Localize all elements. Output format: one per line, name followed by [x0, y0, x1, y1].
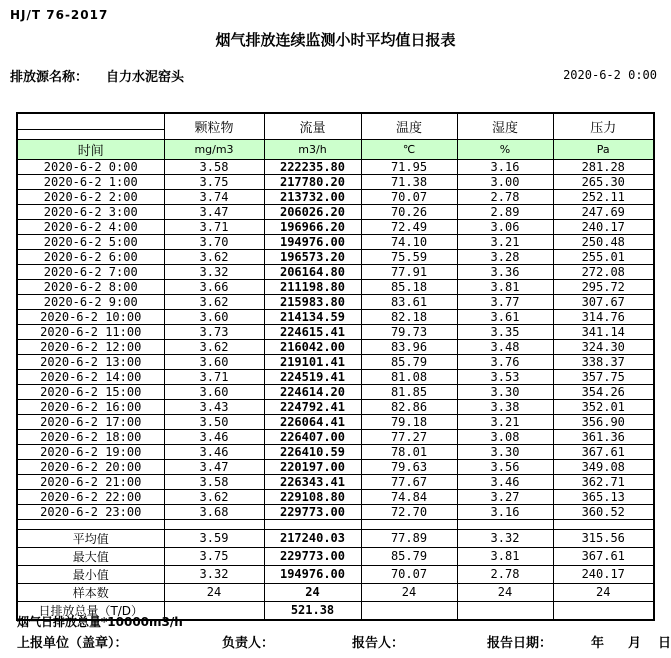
- value-cell: 3.32: [164, 264, 264, 279]
- value-cell: 3.27: [457, 489, 553, 504]
- value-cell: 82.86: [361, 399, 457, 414]
- value-cell: 356.90: [553, 414, 654, 429]
- value-cell: 314.76: [553, 309, 654, 324]
- value-cell: 70.26: [361, 204, 457, 219]
- table-row: [17, 264, 654, 279]
- value-cell: 224792.41: [264, 399, 361, 414]
- table-row: [17, 474, 654, 489]
- value-cell: 3.06: [457, 219, 553, 234]
- value-cell: 341.14: [553, 324, 654, 339]
- value-cell: 354.26: [553, 384, 654, 399]
- value-cell: 24: [264, 583, 361, 601]
- table-row: [17, 294, 654, 309]
- report-table-summary: [17, 529, 654, 620]
- value-cell: 240.17: [553, 565, 654, 583]
- value-cell: 83.96: [361, 339, 457, 354]
- value-cell: 220197.00: [264, 459, 361, 474]
- value-cell: 3.60: [164, 354, 264, 369]
- responsible-person-label: 负责人：: [222, 636, 275, 651]
- unit-humidity: %: [457, 139, 553, 159]
- value-cell: 75.59: [361, 249, 457, 264]
- table-row: [17, 234, 654, 249]
- value-cell: 211198.80: [264, 279, 361, 294]
- value-cell: 3.00: [457, 174, 553, 189]
- emission-source-label: 排放源名称：: [10, 70, 89, 85]
- value-cell: 3.81: [457, 547, 553, 565]
- value-cell: 79.73: [361, 324, 457, 339]
- report-datetime: 2020-6-2 0:00: [563, 68, 657, 82]
- value-cell: 3.46: [457, 474, 553, 489]
- value-cell: 240.17: [553, 219, 654, 234]
- value-cell: 24: [361, 583, 457, 601]
- value-cell: 81.85: [361, 384, 457, 399]
- value-cell: 3.32: [164, 565, 264, 583]
- value-cell: 82.18: [361, 309, 457, 324]
- value-cell: 214134.59: [264, 309, 361, 324]
- value-cell: 216042.00: [264, 339, 361, 354]
- summary-row: [17, 529, 654, 547]
- value-cell: 83.61: [361, 294, 457, 309]
- time-cell: 2020-6-2 13:00: [17, 354, 164, 369]
- value-cell: 3.58: [164, 474, 264, 489]
- value-cell: 77.27: [361, 429, 457, 444]
- value-cell: 3.36: [457, 264, 553, 279]
- table-row: [17, 369, 654, 384]
- value-cell: 217780.20: [264, 174, 361, 189]
- value-cell: 74.84: [361, 489, 457, 504]
- table-row: [17, 159, 654, 174]
- value-cell: 352.01: [553, 399, 654, 414]
- value-cell: 81.08: [361, 369, 457, 384]
- total-emission-note: 烟气日排放总量*10000m3/h: [17, 615, 183, 629]
- value-cell: 224615.41: [264, 324, 361, 339]
- report-table: [16, 112, 655, 621]
- value-cell: 357.75: [553, 369, 654, 384]
- summary-label-cell: 日排放总量（T/D）: [17, 601, 164, 620]
- value-cell: 3.08: [457, 429, 553, 444]
- summary-label-cell: 最小值: [17, 565, 164, 583]
- value-cell: 3.75: [164, 174, 264, 189]
- value-cell: 217240.03: [264, 529, 361, 547]
- report-date-label: 报告日期：: [487, 636, 553, 651]
- header-empty-cell-2: [17, 129, 164, 139]
- value-cell: 3.16: [457, 159, 553, 174]
- value-cell: 360.52: [553, 504, 654, 519]
- value-cell: 85.79: [361, 547, 457, 565]
- value-cell: 3.73: [164, 324, 264, 339]
- time-cell: 2020-6-2 12:00: [17, 339, 164, 354]
- value-cell: 229108.80: [264, 489, 361, 504]
- report-unit-label: 上报单位（盖章）：: [17, 636, 128, 651]
- value-cell: 85.18: [361, 279, 457, 294]
- column-header-flow: 流量: [264, 113, 361, 139]
- value-cell: 79.18: [361, 414, 457, 429]
- value-cell: 272.08: [553, 264, 654, 279]
- report-table-spacer: [17, 519, 654, 529]
- value-cell: 3.21: [457, 414, 553, 429]
- reporter-label: 报告人：: [352, 636, 405, 651]
- value-cell: 255.01: [553, 249, 654, 264]
- value-cell: 24: [457, 583, 553, 601]
- table-row: [17, 309, 654, 324]
- table-row: [17, 489, 654, 504]
- table-row: [17, 414, 654, 429]
- value-cell: 74.10: [361, 234, 457, 249]
- time-column-header: 时间: [17, 139, 164, 159]
- value-cell: 3.50: [164, 414, 264, 429]
- time-cell: 2020-6-2 18:00: [17, 429, 164, 444]
- table-row: [17, 174, 654, 189]
- value-cell: 324.30: [553, 339, 654, 354]
- value-cell: 367.61: [553, 547, 654, 565]
- value-cell: 72.70: [361, 504, 457, 519]
- value-cell: 362.71: [553, 474, 654, 489]
- value-cell: 361.36: [553, 429, 654, 444]
- time-cell: 2020-6-2 21:00: [17, 474, 164, 489]
- value-cell: 3.30: [457, 444, 553, 459]
- value-cell: 3.35: [457, 324, 553, 339]
- summary-label-cell: 平均值: [17, 529, 164, 547]
- value-cell: 250.48: [553, 234, 654, 249]
- table-row: [17, 399, 654, 414]
- page-title: 烟气排放连续监测小时平均值日报表: [215, 31, 456, 49]
- value-cell: 247.69: [553, 204, 654, 219]
- time-cell: 2020-6-2 4:00: [17, 219, 164, 234]
- value-cell: 206026.20: [264, 204, 361, 219]
- value-cell: 3.59: [164, 529, 264, 547]
- column-header-temperature: 温度: [361, 113, 457, 139]
- year-label: 年: [591, 636, 605, 651]
- standard-code: HJ/T 76-2017: [10, 8, 109, 22]
- time-cell: 2020-6-2 5:00: [17, 234, 164, 249]
- value-cell: 3.47: [164, 204, 264, 219]
- time-cell: 2020-6-2 6:00: [17, 249, 164, 264]
- table-row: [17, 504, 654, 519]
- value-cell: 349.08: [553, 459, 654, 474]
- value-cell: [457, 601, 553, 620]
- value-cell: 229773.00: [264, 504, 361, 519]
- value-cell: 215983.80: [264, 294, 361, 309]
- value-cell: 24: [164, 583, 264, 601]
- value-cell: 281.28: [553, 159, 654, 174]
- value-cell: 3.70: [164, 234, 264, 249]
- value-cell: 78.01: [361, 444, 457, 459]
- table-row: [17, 204, 654, 219]
- value-cell: 295.72: [553, 279, 654, 294]
- value-cell: 3.61: [457, 309, 553, 324]
- value-cell: 2.78: [457, 189, 553, 204]
- emission-source-line: [10, 66, 184, 85]
- value-cell: 196573.20: [264, 249, 361, 264]
- value-cell: [553, 601, 654, 620]
- table-row: [17, 429, 654, 444]
- value-cell: 315.56: [553, 529, 654, 547]
- value-cell: 226407.00: [264, 429, 361, 444]
- value-cell: 3.66: [164, 279, 264, 294]
- value-cell: [361, 601, 457, 620]
- value-cell: 79.63: [361, 459, 457, 474]
- value-cell: 521.38: [264, 601, 361, 620]
- table-row: [17, 444, 654, 459]
- value-cell: 229773.00: [264, 547, 361, 565]
- value-cell: 226410.59: [264, 444, 361, 459]
- time-cell: 2020-6-2 9:00: [17, 294, 164, 309]
- value-cell: 219101.41: [264, 354, 361, 369]
- value-cell: 224614.20: [264, 384, 361, 399]
- value-cell: 3.47: [164, 459, 264, 474]
- time-cell: 2020-6-2 19:00: [17, 444, 164, 459]
- value-cell: 85.79: [361, 354, 457, 369]
- value-cell: 3.62: [164, 294, 264, 309]
- time-cell: 2020-6-2 23:00: [17, 504, 164, 519]
- column-header-humidity: 湿度: [457, 113, 553, 139]
- value-cell: 307.67: [553, 294, 654, 309]
- column-header-pressure: 压力: [553, 113, 654, 139]
- value-cell: 213732.00: [264, 189, 361, 204]
- report-table-head: [17, 113, 654, 159]
- table-row: [17, 249, 654, 264]
- unit-temperature: ℃: [361, 139, 457, 159]
- value-cell: 3.76: [457, 354, 553, 369]
- value-cell: 206164.80: [264, 264, 361, 279]
- table-row: [17, 339, 654, 354]
- value-cell: 3.46: [164, 429, 264, 444]
- value-cell: 222235.80: [264, 159, 361, 174]
- value-cell: 365.13: [553, 489, 654, 504]
- summary-label-cell: 样本数: [17, 583, 164, 601]
- value-cell: 196966.20: [264, 219, 361, 234]
- value-cell: 3.60: [164, 384, 264, 399]
- table-row: [17, 384, 654, 399]
- time-cell: 2020-6-2 1:00: [17, 174, 164, 189]
- value-cell: 3.62: [164, 249, 264, 264]
- table-row: [17, 459, 654, 474]
- value-cell: 3.16: [457, 504, 553, 519]
- value-cell: 3.58: [164, 159, 264, 174]
- value-cell: 3.28: [457, 249, 553, 264]
- value-cell: 265.30: [553, 174, 654, 189]
- value-cell: 2.89: [457, 204, 553, 219]
- unit-pressure: Pa: [553, 139, 654, 159]
- value-cell: 3.48: [457, 339, 553, 354]
- time-cell: 2020-6-2 20:00: [17, 459, 164, 474]
- value-cell: 3.71: [164, 369, 264, 384]
- value-cell: 71.95: [361, 159, 457, 174]
- time-cell: 2020-6-2 2:00: [17, 189, 164, 204]
- value-cell: 367.61: [553, 444, 654, 459]
- value-cell: 3.77: [457, 294, 553, 309]
- time-cell: 2020-6-2 16:00: [17, 399, 164, 414]
- value-cell: 3.38: [457, 399, 553, 414]
- value-cell: 77.67: [361, 474, 457, 489]
- summary-row: [17, 565, 654, 583]
- summary-row: [17, 583, 654, 601]
- value-cell: 70.07: [361, 565, 457, 583]
- summary-label-cell: 最大值: [17, 547, 164, 565]
- table-row: [17, 189, 654, 204]
- value-cell: 3.32: [457, 529, 553, 547]
- value-cell: 72.49: [361, 219, 457, 234]
- value-cell: 77.91: [361, 264, 457, 279]
- header-empty-cell: [17, 113, 164, 129]
- unit-flow: m3/h: [264, 139, 361, 159]
- time-cell: 2020-6-2 11:00: [17, 324, 164, 339]
- value-cell: 3.21: [457, 234, 553, 249]
- value-cell: 3.74: [164, 189, 264, 204]
- time-cell: 2020-6-2 17:00: [17, 414, 164, 429]
- value-cell: 2.78: [457, 565, 553, 583]
- value-cell: 3.62: [164, 339, 264, 354]
- table-row: [17, 279, 654, 294]
- time-cell: 2020-6-2 7:00: [17, 264, 164, 279]
- time-cell: 2020-6-2 15:00: [17, 384, 164, 399]
- table-row: [17, 354, 654, 369]
- spacer-row: [17, 519, 654, 529]
- value-cell: 224519.41: [264, 369, 361, 384]
- value-cell: 194976.00: [264, 565, 361, 583]
- column-header-particulate: 颗粒物: [164, 113, 264, 139]
- unit-particulate: mg/m3: [164, 139, 264, 159]
- time-cell: 2020-6-2 22:00: [17, 489, 164, 504]
- summary-row: [17, 547, 654, 565]
- value-cell: 338.37: [553, 354, 654, 369]
- value-cell: 70.07: [361, 189, 457, 204]
- value-cell: 3.56: [457, 459, 553, 474]
- time-cell: 2020-6-2 10:00: [17, 309, 164, 324]
- time-cell: 2020-6-2 8:00: [17, 279, 164, 294]
- value-cell: 3.62: [164, 489, 264, 504]
- table-row: [17, 324, 654, 339]
- value-cell: 3.60: [164, 309, 264, 324]
- value-cell: 3.81: [457, 279, 553, 294]
- value-cell: 3.46: [164, 444, 264, 459]
- value-cell: 3.71: [164, 219, 264, 234]
- report-table-body: [17, 159, 654, 519]
- time-cell: 2020-6-2 14:00: [17, 369, 164, 384]
- value-cell: 252.11: [553, 189, 654, 204]
- day-label: 日: [658, 636, 671, 651]
- value-cell: 3.43: [164, 399, 264, 414]
- value-cell: 71.38: [361, 174, 457, 189]
- value-cell: 226064.41: [264, 414, 361, 429]
- value-cell: 3.53: [457, 369, 553, 384]
- month-label: 月: [628, 636, 642, 651]
- value-cell: 3.30: [457, 384, 553, 399]
- time-cell: 2020-6-2 0:00: [17, 159, 164, 174]
- value-cell: 194976.00: [264, 234, 361, 249]
- value-cell: 226343.41: [264, 474, 361, 489]
- table-row: [17, 219, 654, 234]
- emission-source-name: 自力水泥窑头: [106, 70, 185, 85]
- value-cell: 3.68: [164, 504, 264, 519]
- header-row-params: [17, 113, 654, 129]
- header-row-units: [17, 139, 654, 159]
- value-cell: 3.75: [164, 547, 264, 565]
- time-cell: 2020-6-2 3:00: [17, 204, 164, 219]
- value-cell: 24: [553, 583, 654, 601]
- value-cell: 77.89: [361, 529, 457, 547]
